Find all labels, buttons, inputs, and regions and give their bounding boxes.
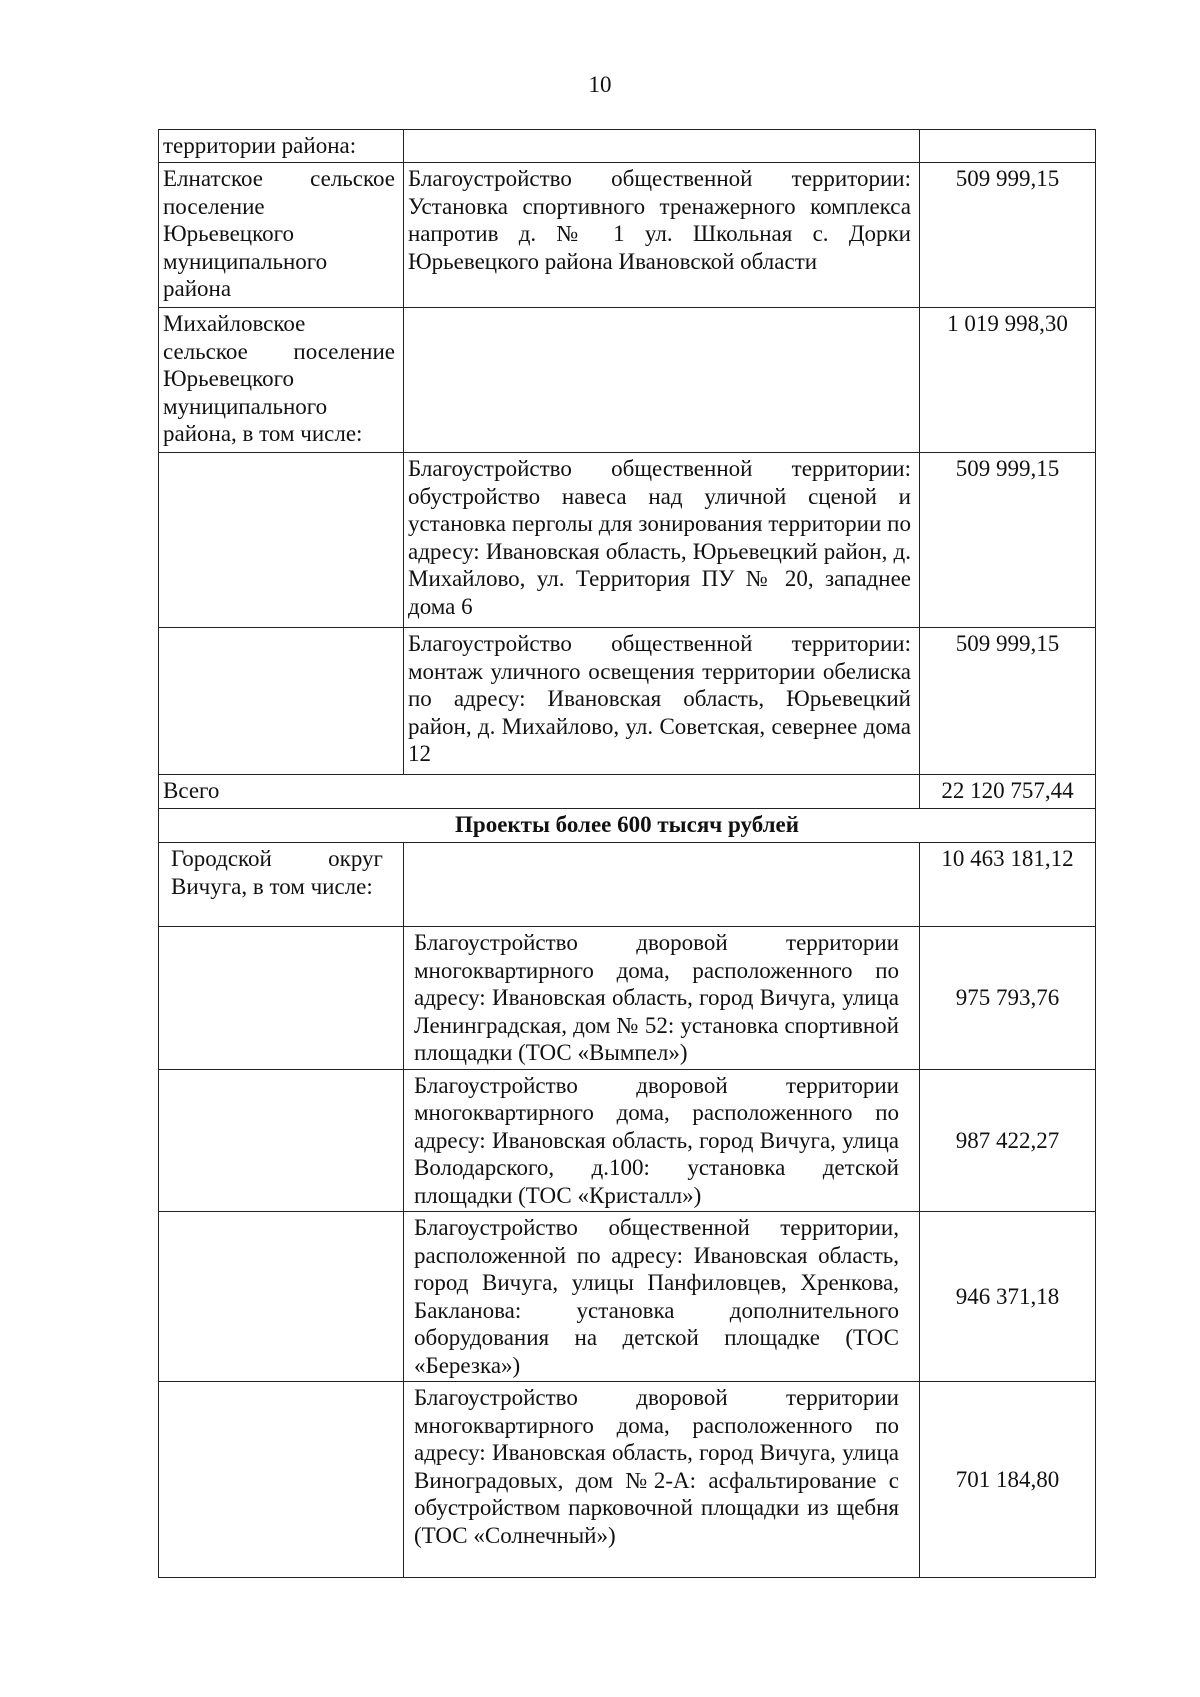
municipality-cell xyxy=(159,628,404,775)
project-cell: Благоустройство дворовой территории многоквартирного дома, расположенного по адресу: Ивановская область, город Вичуга, улица Виноградовых, дом №2-А: асфальтирование с обустройством парковочной площадки из щебня (ТОС «Солнечный») xyxy=(404,1382,920,1578)
project-cell: Благоустройство дворовой территории многоквартирного дома, расположенного по адресу: Ивановская область, город Вичуга, улица Ленинградская, дом № 52: установка спортивной площадки (ТОС «Вымпел») xyxy=(404,927,920,1070)
amount-cell: 10 463 181,12 xyxy=(920,843,1096,927)
table-row xyxy=(159,163,1096,308)
total-row xyxy=(159,775,1096,809)
amount-cell: 509 999,15 xyxy=(920,163,1096,308)
municipality-cell xyxy=(159,927,404,1070)
amount-cell: 1 019 998,30 xyxy=(920,308,1096,453)
table-row xyxy=(159,130,1096,163)
municipality-cell xyxy=(159,453,404,628)
municipality-cell xyxy=(159,1069,404,1212)
municipality-cell: Михайловское сельское поселение Юрьевецкого муниципального района, в том числе: xyxy=(159,308,404,453)
municipality-cell: Городской округ Вичуга, в том числе: xyxy=(159,843,404,927)
total-label: Всего xyxy=(159,775,920,809)
table-row xyxy=(159,1212,1096,1382)
project-cell: Благоустройство общественной территории: Установка спортивного тренажерного комплекса напротив д. № 1 ул. Школьная с. Дорки Юрьевецкого района Ивановской области xyxy=(404,163,920,308)
amount-cell: 509 999,15 xyxy=(920,453,1096,628)
municipality-cell xyxy=(159,1212,404,1382)
section-header-row xyxy=(159,809,1096,843)
table-row xyxy=(159,628,1096,775)
municipality-cell xyxy=(159,1382,404,1578)
municipality-cell: Елнатское сельское поселение Юрьевецкого муниципального района xyxy=(159,163,404,308)
projects-table xyxy=(158,129,1096,1578)
table-row xyxy=(159,843,1096,927)
project-cell xyxy=(404,130,920,163)
amount-cell: 509 999,15 xyxy=(920,628,1096,775)
project-cell: Благоустройство дворовой территории многоквартирного дома, расположенного по адресу: Ивановская область, город Вичуга, улица Володарского, д.100: установка детской площадки (ТОС «Кристалл») xyxy=(404,1069,920,1212)
table-row xyxy=(159,927,1096,1070)
project-cell: Благоустройство общественной территории: обустройство навеса над уличной сценой и установка перголы для зонирования территории по адресу: Ивановская область, Юрьевецкий район, д. Михайлово, ул. Территория ПУ № 20, западнее дома 6 xyxy=(404,453,920,628)
amount-cell: 987 422,27 xyxy=(920,1069,1096,1212)
amount-cell: 975 793,76 xyxy=(920,927,1096,1070)
table-row xyxy=(159,453,1096,628)
project-cell: Благоустройство общественной территории: монтаж уличного освещения территории обелиска по адресу: Ивановская область, Юрьевецкий район, д. Михайлово, ул. Советская, севернее дома 12 xyxy=(404,628,920,775)
page-number: 10 xyxy=(588,72,612,97)
table-row xyxy=(159,1069,1096,1212)
table-row xyxy=(159,1382,1096,1578)
amount-cell: 701 184,80 xyxy=(920,1382,1096,1578)
municipality-cell: территории района: xyxy=(159,130,404,163)
project-cell xyxy=(404,308,920,453)
section-title: Проекты более 600 тысяч рублей xyxy=(159,809,1096,843)
amount-cell xyxy=(920,130,1096,163)
amount-cell: 946 371,18 xyxy=(920,1212,1096,1382)
project-cell: Благоустройство общественной территории, расположенной по адресу: Ивановская область, город Вичуга, улицы Панфиловцев, Хренкова, Бакланова: установка дополнительного оборудования на детской площадке (ТОС «Березка») xyxy=(404,1212,920,1382)
project-cell xyxy=(404,843,920,927)
total-amount: 22 120 757,44 xyxy=(920,775,1096,809)
table-row xyxy=(159,308,1096,453)
